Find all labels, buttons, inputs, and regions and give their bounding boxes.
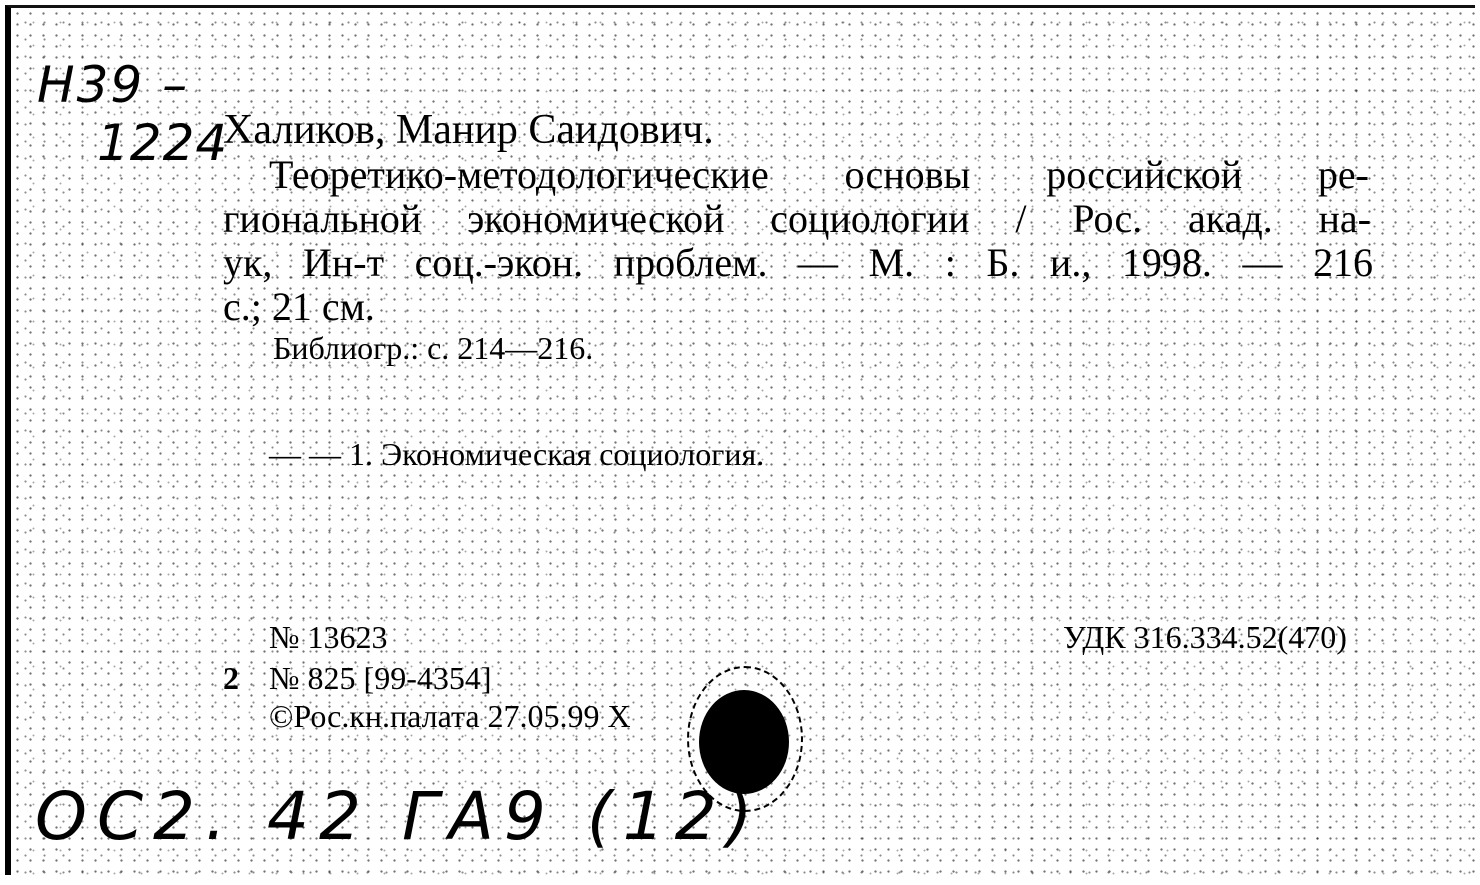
record-number: № 13623 [269,619,388,655]
title-line: с.; 21 см. [223,284,375,329]
issue-number: № 825 [99-4354] [269,660,492,696]
title-line: Теоретико-методологические основы российской ре- [269,152,1369,197]
handwritten-shelfmark-line1: Н39 – [37,56,190,114]
copies-count: 2 [223,660,239,696]
bibliography-note: Библиогр.: с. 214—216. [273,330,594,366]
handwritten-bottom-code: ОС2. 42 ГА9 (12) [35,778,763,855]
title-line: ук, Ин-т соц.-экон. проблем. — М. : Б. и., 1998. — 216 [223,240,1373,285]
copyright-line: ©Рос.кн.палата 27.05.99 Х [269,698,631,734]
udk-classification: УДК 316.334.52(470) [1063,619,1347,655]
author-heading: Халиков, Манир Саидович. [223,107,714,153]
subject-heading: — — 1. Экономическая социология. [269,436,765,472]
title-line: гиональной экономической социологии / Рос. акад. на- [223,196,1371,241]
handwritten-shelfmark-line2: 1224 [97,114,229,172]
catalog-card [5,5,1475,875]
